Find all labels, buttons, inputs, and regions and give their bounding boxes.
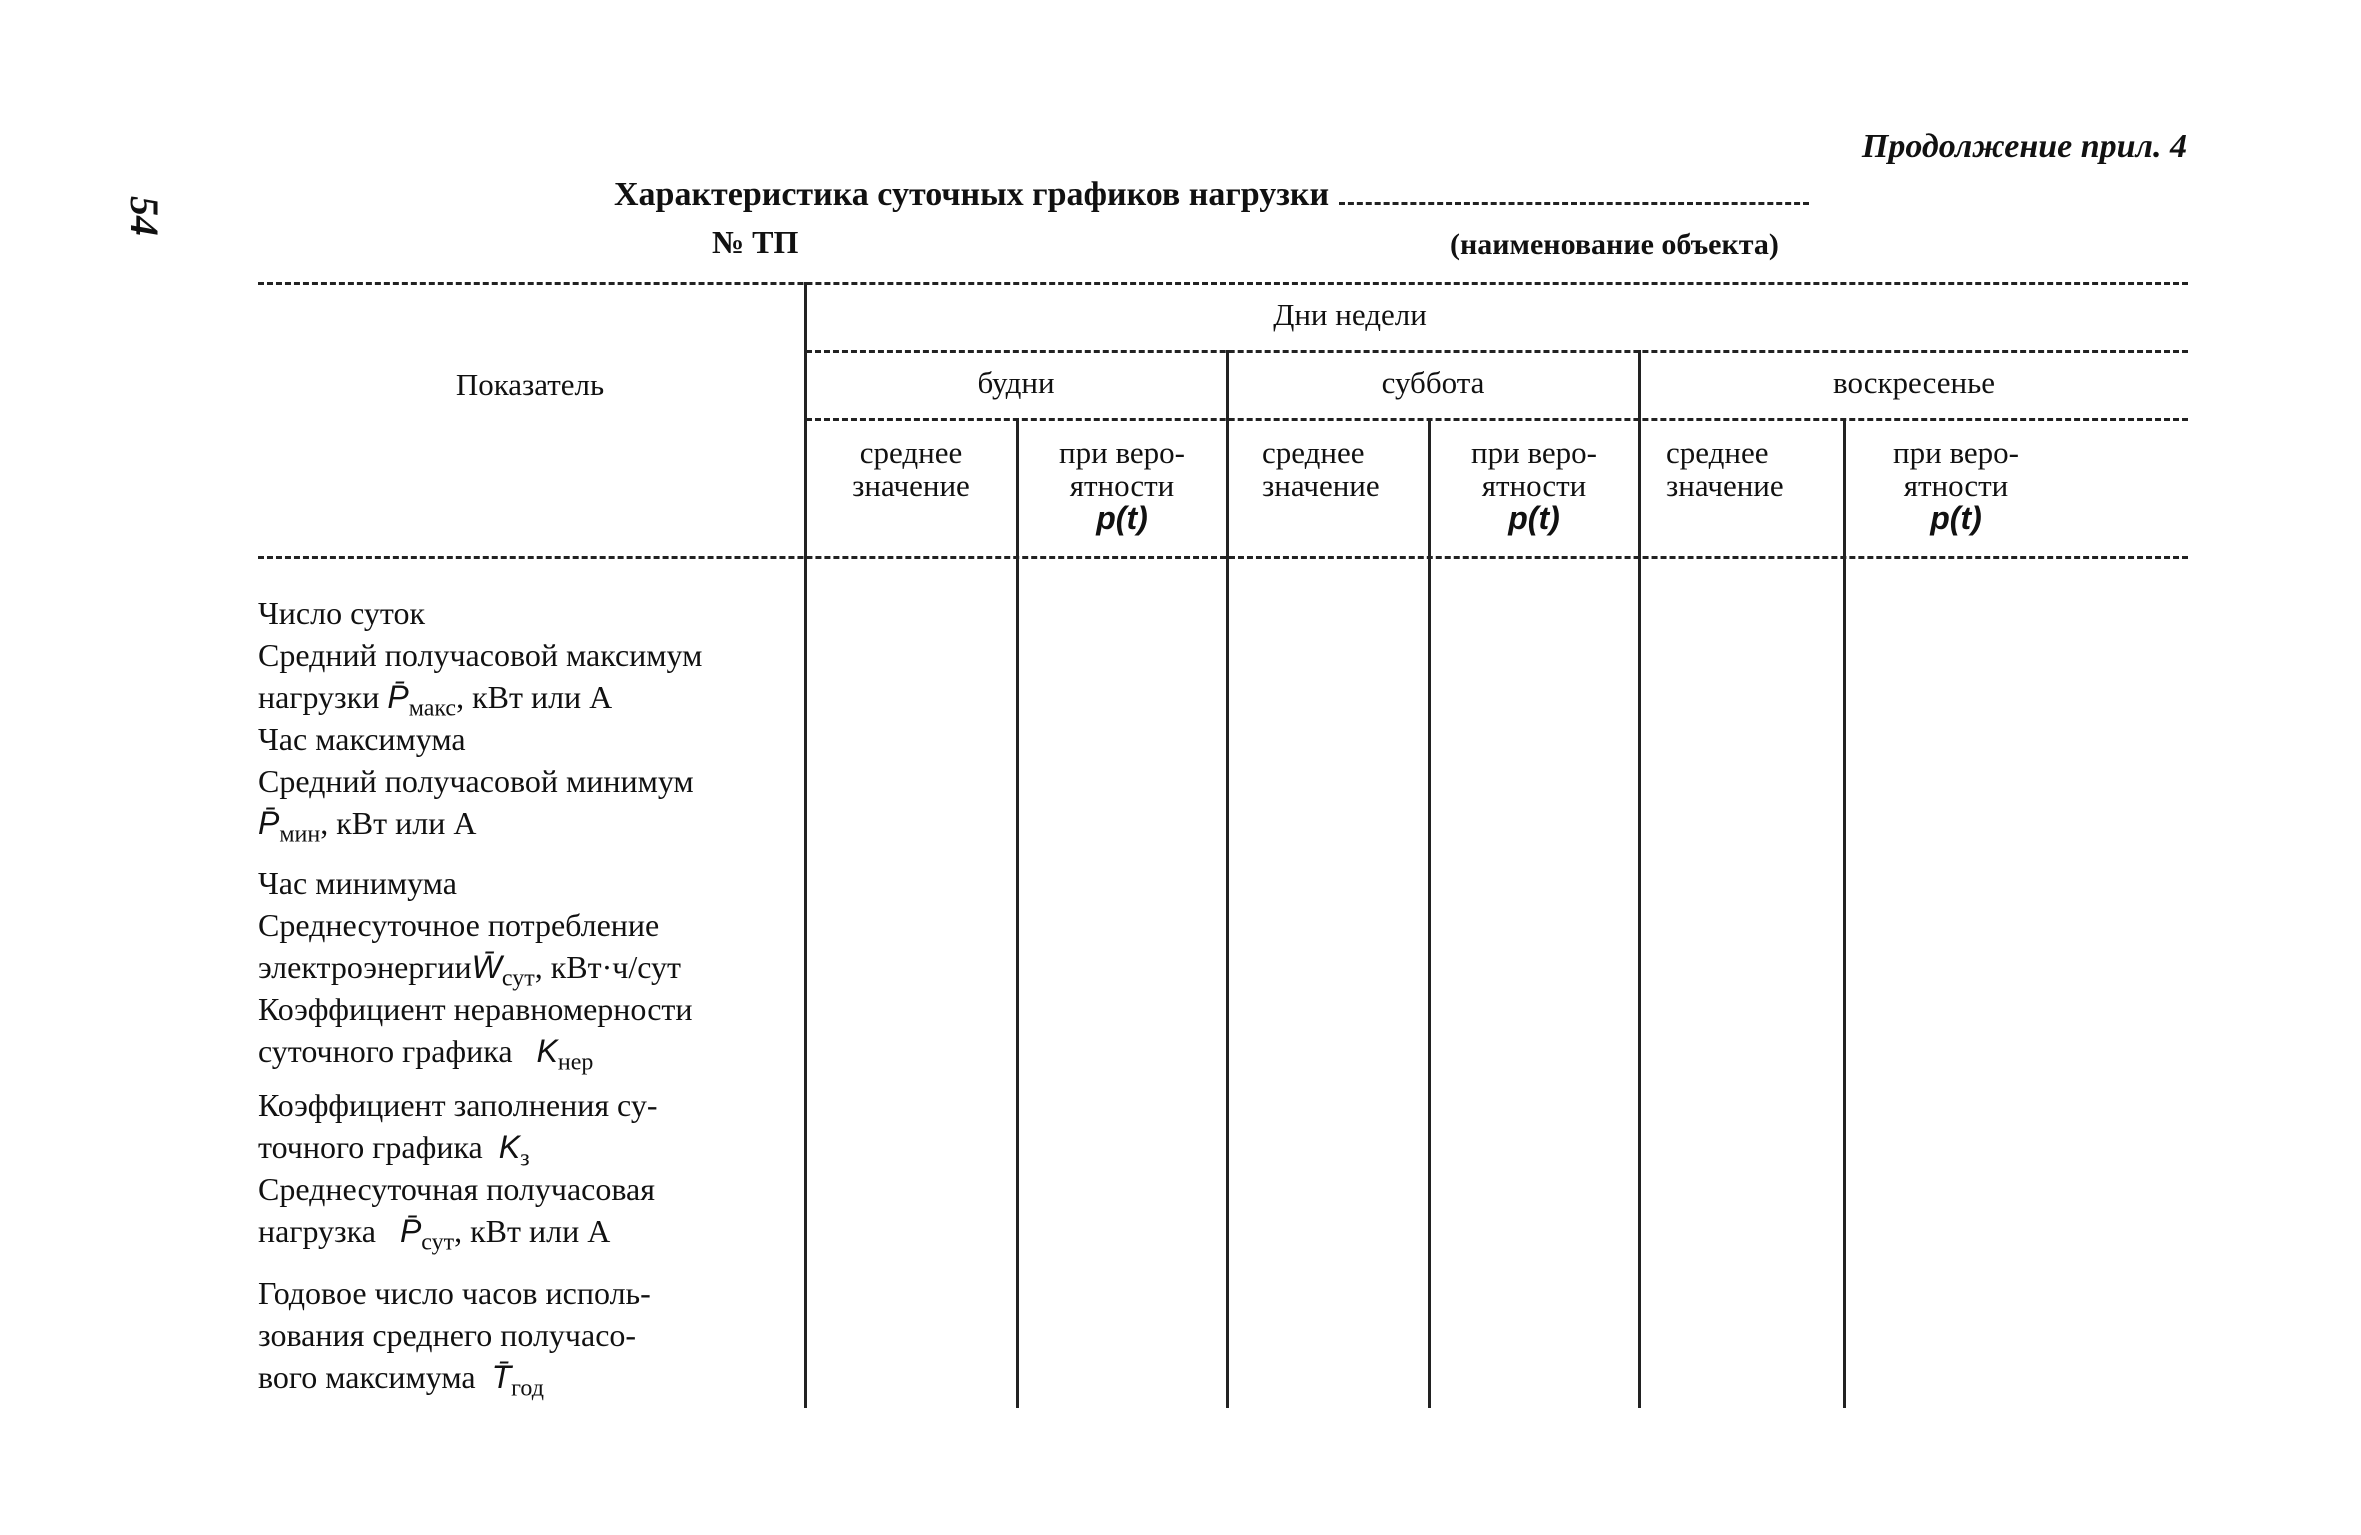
- table-top-rule: [258, 282, 2188, 285]
- column-divider-weekdays: [1016, 418, 1019, 1408]
- row-mean-half-hour-max: [258, 634, 798, 729]
- subcol-mean-line2: значение: [1666, 468, 1784, 503]
- title-text: Характеристика суточных графиков нагрузки: [614, 176, 1330, 213]
- k-z-subscript: з: [520, 1145, 530, 1172]
- column-divider-sunday: [1843, 418, 1846, 1408]
- p-day-subscript: сут: [421, 1229, 455, 1256]
- subcol-mean-line1: среднее: [1262, 435, 1365, 470]
- subcol-saturday-mean: [1262, 436, 1428, 502]
- subcol-prob-line1: при веро-: [1059, 435, 1185, 470]
- header-bottom-rule: [258, 556, 2188, 559]
- continuation-note: Продолжение прил. 4: [1861, 128, 2187, 165]
- w-day-symbol: W̄: [471, 949, 502, 985]
- t-year-symbol: T̄: [491, 1359, 512, 1395]
- row-hour-of-min: [258, 862, 798, 904]
- row-label-text: нагрузки: [258, 679, 380, 715]
- subcol-weekdays-mean: [806, 436, 1016, 502]
- subcol-prob-symbol: p(t): [1508, 500, 1560, 536]
- row-label-line1: Среднесуточное потребление: [258, 907, 660, 943]
- row-label-line2: [258, 802, 798, 855]
- row-annual-hours: [258, 1272, 798, 1409]
- row-daily-energy: [258, 904, 798, 999]
- table-title: [614, 176, 1809, 214]
- row-label-line1: Годовое число часов исполь-: [258, 1275, 651, 1311]
- subcol-prob-line2: ятности: [1069, 468, 1175, 503]
- group-weekdays: будни: [977, 365, 1055, 400]
- row-number-of-days: [258, 592, 798, 634]
- row-label-text: точного графика: [258, 1129, 483, 1165]
- groups-header-rule: [806, 418, 2188, 421]
- subcol-saturday-prob: [1430, 436, 1638, 535]
- subcol-prob-line2: ятности: [1481, 468, 1587, 503]
- subcol-sunday-prob: [1846, 436, 2066, 535]
- row-label-text: вого максимума: [258, 1359, 476, 1395]
- k-ner-subscript: нер: [557, 1049, 594, 1076]
- row-label-line1: Среднесуточная получасовая: [258, 1171, 655, 1207]
- subcol-sunday-mean: [1666, 436, 1843, 502]
- subcol-mean-line1: среднее: [859, 435, 963, 470]
- group-saturday: суббота: [1381, 365, 1485, 400]
- subcol-prob-line2: ятности: [1903, 468, 2009, 503]
- row-hour-of-max: [258, 718, 798, 760]
- row-mean-half-hour-min: [258, 760, 798, 855]
- row-label-line2: [258, 1030, 798, 1083]
- days-header-rule: [806, 350, 2188, 353]
- row-label-line1: Коэффициент неравномерности: [258, 991, 693, 1027]
- t-year-subscript: год: [511, 1375, 544, 1402]
- page-number: 54: [122, 196, 167, 236]
- group-sunday: воскресенье: [1833, 365, 1995, 400]
- subcol-prob-line1: при веро-: [1471, 435, 1597, 470]
- column-divider-sunday-start: [1638, 350, 1641, 1408]
- row-nonuniformity-coefficient: [258, 988, 798, 1083]
- k-z-symbol: K: [498, 1129, 521, 1165]
- row-label: Час минимума: [258, 865, 457, 901]
- row-label-text: суточного графика: [258, 1033, 513, 1069]
- row-label-line1: Средний получасовой максимум: [258, 637, 703, 673]
- k-ner-symbol: K: [536, 1033, 558, 1069]
- row-label-text: нагрузка: [258, 1213, 376, 1249]
- subcol-weekdays-prob: [1018, 436, 1226, 535]
- row-label-line2: зования среднего получасо-: [258, 1317, 637, 1353]
- p-max-subscript: макс: [408, 695, 457, 722]
- row-label-line1: Средний получасовой минимум: [258, 763, 694, 799]
- row-unit: , кВт·ч/сут: [534, 949, 681, 985]
- row-label-line3: [258, 1356, 798, 1409]
- row-label: Число суток: [258, 595, 425, 631]
- row-label: Час максимума: [258, 721, 466, 757]
- subcol-prob-line1: при веро-: [1893, 435, 2019, 470]
- object-name-caption: (наименование объекта): [1450, 228, 1779, 261]
- subcol-prob-symbol: p(t): [1930, 500, 1982, 536]
- subcol-mean-line2: значение: [1262, 468, 1380, 503]
- column-divider-saturday-start: [1226, 350, 1229, 1408]
- row-label-line1: Коэффициент заполнения су-: [258, 1087, 658, 1123]
- indicator-header: Показатель: [455, 367, 605, 402]
- subcol-mean-line1: среднее: [1666, 435, 1769, 470]
- p-min-symbol: P̄: [258, 805, 280, 841]
- w-day-subscript: сут: [501, 965, 535, 992]
- row-unit: , кВт или А: [320, 805, 477, 841]
- subcol-prob-symbol: p(t): [1096, 500, 1148, 536]
- p-min-subscript: мин: [279, 821, 321, 848]
- row-fill-coefficient: [258, 1084, 798, 1179]
- column-divider-saturday: [1428, 418, 1431, 1408]
- row-label-text: электроэнергии: [258, 949, 472, 985]
- row-mean-daily-load: [258, 1168, 798, 1263]
- row-label-line2: [258, 1210, 798, 1263]
- p-day-symbol: P̄: [399, 1213, 422, 1249]
- row-unit: , кВт или А: [454, 1213, 611, 1249]
- object-name-blank: [1339, 182, 1809, 205]
- tp-label: № ТП: [712, 224, 799, 260]
- row-unit: , кВт или А: [456, 679, 613, 715]
- p-max-symbol: P̄: [387, 679, 409, 715]
- days-of-week-header: Дни недели: [1273, 297, 1427, 332]
- subcol-mean-line2: значение: [852, 468, 970, 503]
